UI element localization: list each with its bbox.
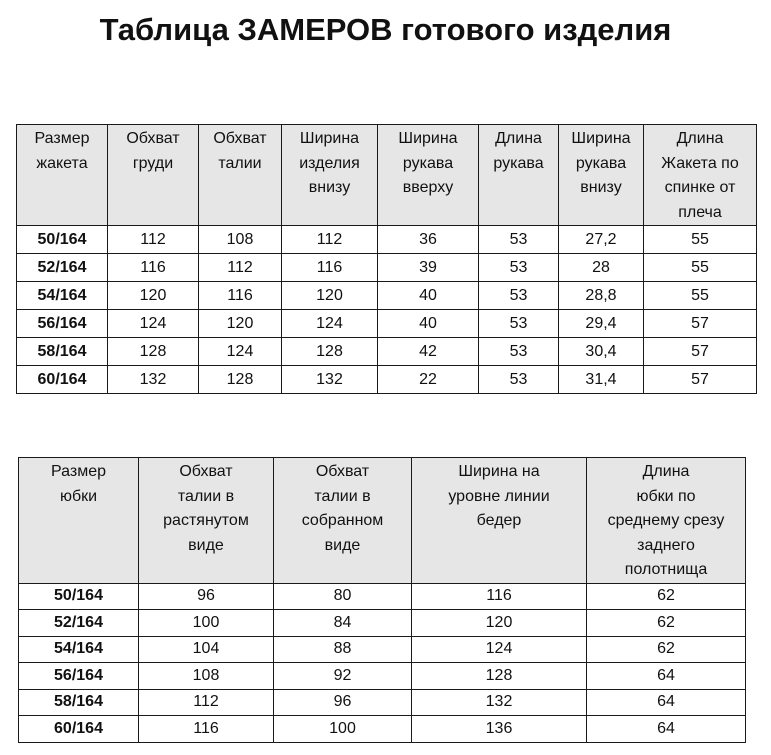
size-cell: 60/164 <box>19 716 139 743</box>
table-cell: 124 <box>199 338 282 366</box>
table-cell: 57 <box>644 366 757 394</box>
table-row <box>17 310 757 338</box>
jacket-measurements-table <box>16 124 757 394</box>
table-cell: 100 <box>139 610 274 637</box>
size-cell: 50/164 <box>17 226 108 254</box>
table-cell: 31,4 <box>559 366 644 394</box>
table-cell: 42 <box>378 338 479 366</box>
table-cell: 84 <box>274 610 412 637</box>
table-cell: 128 <box>282 338 378 366</box>
header-cell: Длина Жакета по спинке от плеча <box>644 125 757 226</box>
table-row <box>19 610 746 637</box>
table-cell: 116 <box>412 583 587 610</box>
table-row <box>17 254 757 282</box>
table-row <box>17 338 757 366</box>
table-cell: 124 <box>282 310 378 338</box>
table-cell: 30,4 <box>559 338 644 366</box>
header-cell: Обхват талии в собранном виде <box>274 458 412 584</box>
table-cell: 53 <box>479 254 559 282</box>
size-cell: 58/164 <box>17 338 108 366</box>
table-cell: 124 <box>108 310 199 338</box>
table-cell: 88 <box>274 636 412 663</box>
skirt-measurements-table <box>18 457 746 743</box>
table-cell: 120 <box>108 282 199 310</box>
header-cell: Размер юбки <box>19 458 139 584</box>
table-row <box>19 716 746 743</box>
table-cell: 108 <box>139 663 274 690</box>
table-header-row <box>19 458 746 584</box>
table-cell: 116 <box>139 716 274 743</box>
table-row <box>19 689 746 716</box>
table-cell: 39 <box>378 254 479 282</box>
table-cell: 57 <box>644 338 757 366</box>
size-cell: 52/164 <box>17 254 108 282</box>
table-cell: 80 <box>274 583 412 610</box>
table-cell: 132 <box>412 689 587 716</box>
table-cell: 120 <box>282 282 378 310</box>
table-cell: 53 <box>479 310 559 338</box>
table-cell: 128 <box>199 366 282 394</box>
table-cell: 53 <box>479 338 559 366</box>
table-cell: 22 <box>378 366 479 394</box>
table-cell: 27,2 <box>559 226 644 254</box>
table-row <box>19 636 746 663</box>
table-cell: 96 <box>139 583 274 610</box>
table-cell: 57 <box>644 310 757 338</box>
table-cell: 96 <box>274 689 412 716</box>
table-cell: 55 <box>644 282 757 310</box>
table-cell: 132 <box>282 366 378 394</box>
table-cell: 124 <box>412 636 587 663</box>
table-cell: 112 <box>139 689 274 716</box>
size-cell: 54/164 <box>17 282 108 310</box>
table-cell: 128 <box>108 338 199 366</box>
table-cell: 64 <box>587 716 746 743</box>
size-cell: 56/164 <box>17 310 108 338</box>
table-cell: 116 <box>108 254 199 282</box>
header-cell: Ширина изделия внизу <box>282 125 378 226</box>
table-cell: 120 <box>412 610 587 637</box>
header-cell: Ширина на уровне линии бедер <box>412 458 587 584</box>
table-cell: 55 <box>644 226 757 254</box>
table-cell: 100 <box>274 716 412 743</box>
size-cell: 60/164 <box>17 366 108 394</box>
table-cell: 128 <box>412 663 587 690</box>
size-cell: 56/164 <box>19 663 139 690</box>
header-cell: Ширина рукава внизу <box>559 125 644 226</box>
table-cell: 55 <box>644 254 757 282</box>
table-cell: 132 <box>108 366 199 394</box>
size-cell: 54/164 <box>19 636 139 663</box>
header-cell: Длина юбки по среднему срезу заднего полотнища <box>587 458 746 584</box>
table-row <box>17 226 757 254</box>
table-cell: 62 <box>587 636 746 663</box>
table-cell: 28 <box>559 254 644 282</box>
table-cell: 53 <box>479 366 559 394</box>
table-header-row <box>17 125 757 226</box>
header-cell: Обхват груди <box>108 125 199 226</box>
table-cell: 64 <box>587 663 746 690</box>
table-cell: 108 <box>199 226 282 254</box>
page-title: Таблица ЗАМЕРОВ готового изделия <box>99 12 672 47</box>
table-cell: 112 <box>199 254 282 282</box>
header-cell: Обхват талии <box>199 125 282 226</box>
table-cell: 29,4 <box>559 310 644 338</box>
table-cell: 53 <box>479 282 559 310</box>
table-cell: 116 <box>282 254 378 282</box>
table-cell: 136 <box>412 716 587 743</box>
header-cell: Размер жакета <box>17 125 108 226</box>
table-cell: 53 <box>479 226 559 254</box>
table-cell: 62 <box>587 610 746 637</box>
header-cell: Ширина рукава вверху <box>378 125 479 226</box>
table-row <box>19 663 746 690</box>
table-cell: 40 <box>378 282 479 310</box>
table-row <box>17 366 757 394</box>
table-cell: 112 <box>108 226 199 254</box>
table-cell: 40 <box>378 310 479 338</box>
table-cell: 62 <box>587 583 746 610</box>
size-cell: 58/164 <box>19 689 139 716</box>
table-cell: 116 <box>199 282 282 310</box>
header-cell: Обхват талии в растянутом виде <box>139 458 274 584</box>
table-cell: 28,8 <box>559 282 644 310</box>
table-cell: 64 <box>587 689 746 716</box>
size-cell: 52/164 <box>19 610 139 637</box>
table-row <box>19 583 746 610</box>
table-row <box>17 282 757 310</box>
table-cell: 92 <box>274 663 412 690</box>
table-cell: 120 <box>199 310 282 338</box>
size-cell: 50/164 <box>19 583 139 610</box>
table-cell: 112 <box>282 226 378 254</box>
table-cell: 36 <box>378 226 479 254</box>
table-cell: 104 <box>139 636 274 663</box>
header-cell: Длина рукава <box>479 125 559 226</box>
